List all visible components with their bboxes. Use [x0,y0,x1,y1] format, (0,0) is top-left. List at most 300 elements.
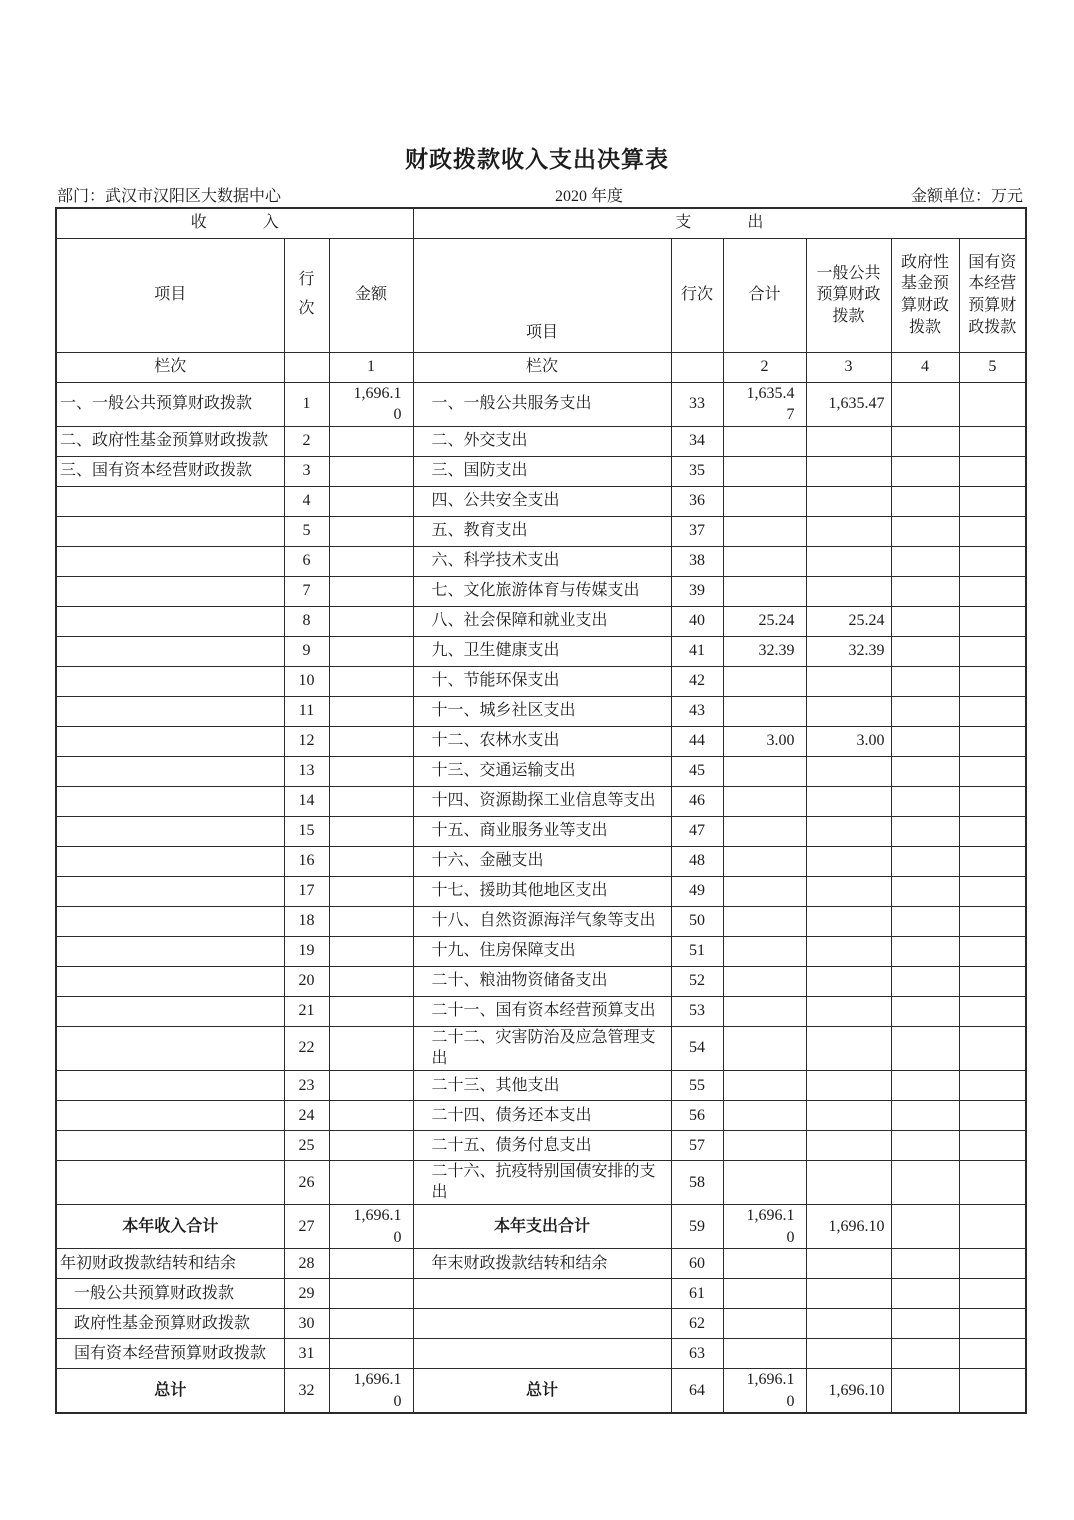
expense-state-capital-cell [959,576,1026,606]
income-amount-cell [329,636,413,666]
expense-row-number-cell: 58 [671,1160,723,1204]
table-row [56,1309,1026,1339]
expense-total-cell [723,846,806,876]
expense-gov-fund-cell [891,756,959,786]
income-amount-cell [329,786,413,816]
income-row-number-cell: 17 [284,876,329,906]
expense-state-capital-cell [959,876,1026,906]
expense-gov-fund-cell [891,1249,959,1279]
table-row [56,1100,1026,1130]
income-item-cell [56,666,284,696]
table-row [56,1130,1026,1160]
unit-label: 金额单位：万元 [910,188,1023,205]
expense-item-cell [413,1339,671,1369]
income-amount-cell [329,546,413,576]
expense-state-capital-cell [959,936,1026,966]
expense-row-number-cell: 44 [671,726,723,756]
expense-total-cell [723,1279,806,1309]
expense-general-budget-cell: 1,696.10 [806,1369,891,1414]
expense-general-budget-cell: 1,696.10 [806,1205,891,1249]
income-row-number-cell: 4 [284,486,329,516]
table-row [56,1339,1026,1369]
expense-state-capital-cell [959,606,1026,636]
expense-state-capital-cell [959,486,1026,516]
expense-item-cell: 十九、住房保障支出 [413,936,671,966]
income-item-cell [56,546,284,576]
income-amount-cell [329,936,413,966]
header-expense-item-label: 项目 [526,323,559,341]
expense-row-number-cell: 49 [671,876,723,906]
table-row [56,426,1026,456]
expense-state-capital-cell [959,816,1026,846]
income-row-number-cell: 2 [284,426,329,456]
expense-general-budget-cell [806,906,891,936]
income-row-number-cell: 8 [284,606,329,636]
income-item-cell [56,1100,284,1130]
colindex-income-row-no [284,352,329,382]
income-row-number-cell: 9 [284,636,329,666]
income-row-number-cell: 25 [284,1130,329,1160]
income-section-header [56,208,413,238]
income-row-number-cell: 23 [284,1070,329,1100]
table-row [56,906,1026,936]
table-row [56,1026,1026,1070]
expense-row-number-cell: 38 [671,546,723,576]
column-header-row [56,238,1026,352]
income-amount-cell [329,1249,413,1279]
expense-total-cell: 1,696.10 [723,1369,806,1414]
header-income-row-no-label: 行次 [298,271,315,317]
expense-gov-fund-cell [891,1026,959,1070]
expense-general-budget-cell: 32.39 [806,636,891,666]
income-item-cell [56,996,284,1026]
expense-item-cell: 二十一、国有资本经营预算支出 [413,996,671,1026]
table-row [56,486,1026,516]
income-row-number-cell: 13 [284,756,329,786]
expense-state-capital-cell [959,786,1026,816]
expense-row-number-cell: 57 [671,1130,723,1160]
income-row-number-cell: 24 [284,1100,329,1130]
income-row-number-cell: 6 [284,546,329,576]
table-row [56,966,1026,996]
expense-row-number-cell: 42 [671,666,723,696]
expense-general-budget-cell [806,1309,891,1339]
expense-state-capital-cell [959,1130,1026,1160]
expense-gov-fund-cell [891,516,959,546]
expense-gov-fund-cell [891,996,959,1026]
expense-row-number-cell: 45 [671,756,723,786]
expense-general-budget-cell [806,786,891,816]
expense-item-cell: 二十三、其他支出 [413,1070,671,1100]
table-row [56,726,1026,756]
expense-state-capital-cell [959,906,1026,936]
expense-total-cell [723,666,806,696]
income-row-number-cell: 22 [284,1026,329,1070]
expense-general-budget-cell [806,876,891,906]
expense-gov-fund-cell [891,636,959,666]
expense-total-cell [723,786,806,816]
expense-item-cell: 十五、商业服务业等支出 [413,816,671,846]
expense-section-label: 支出 [675,214,820,232]
income-amount-cell: 1,696.10 [329,1369,413,1414]
expense-state-capital-cell [959,546,1026,576]
income-item-cell: 总计 [56,1369,284,1414]
expense-state-capital-cell [959,636,1026,666]
expense-item-cell: 十三、交通运输支出 [413,756,671,786]
expense-general-budget-cell: 25.24 [806,606,891,636]
expense-state-capital-cell [959,1309,1026,1339]
expense-general-budget-cell [806,486,891,516]
income-amount-cell [329,516,413,546]
colindex-expense-row-no [671,352,723,382]
income-amount-cell [329,1130,413,1160]
income-amount-cell [329,756,413,786]
table-row [56,516,1026,546]
expense-row-number-cell: 61 [671,1279,723,1309]
expense-state-capital-cell [959,382,1026,426]
expense-state-capital-cell [959,1070,1026,1100]
expense-item-cell: 五、教育支出 [413,516,671,546]
income-row-number-cell: 11 [284,696,329,726]
income-row-number-cell: 16 [284,846,329,876]
income-amount-cell [329,696,413,726]
income-amount-cell [329,1279,413,1309]
table-row [56,1249,1026,1279]
expense-gov-fund-cell [891,726,959,756]
expense-gov-fund-cell [891,1339,959,1369]
expense-item-cell: 十六、金融支出 [413,846,671,876]
income-item-cell: 政府性基金预算财政拨款 [56,1309,284,1339]
income-item-cell [56,726,284,756]
income-item-cell [56,876,284,906]
colindex-general: 3 [806,352,891,382]
expense-state-capital-cell [959,1026,1026,1070]
expense-total-cell [723,1249,806,1279]
expense-general-budget-cell [806,846,891,876]
expense-item-cell: 十二、农林水支出 [413,726,671,756]
expense-gov-fund-cell [891,876,959,906]
expense-total-cell [723,906,806,936]
expense-general-budget-cell [806,516,891,546]
income-amount-cell [329,846,413,876]
expense-item-cell: 十八、自然资源海洋气象等支出 [413,906,671,936]
expense-row-number-cell: 47 [671,816,723,846]
expense-row-number-cell: 53 [671,996,723,1026]
income-item-cell [56,786,284,816]
expense-item-cell: 十一、城乡社区支出 [413,696,671,726]
expense-gov-fund-cell [891,1070,959,1100]
column-index-row [56,352,1026,382]
table-row [56,936,1026,966]
expense-general-budget-cell [806,666,891,696]
table-row [56,382,1026,426]
expense-general-budget-cell [806,966,891,996]
expense-gov-fund-cell [891,1279,959,1309]
income-row-number-cell: 21 [284,996,329,1026]
expense-general-budget-cell [806,1249,891,1279]
expense-row-number-cell: 48 [671,846,723,876]
expense-state-capital-cell [959,846,1026,876]
table-header [56,208,1026,382]
income-row-number-cell: 10 [284,666,329,696]
meta-row [55,183,1025,205]
income-amount-cell [329,906,413,936]
income-row-number-cell: 14 [284,786,329,816]
expense-row-number-cell: 46 [671,786,723,816]
expense-total-cell: 3.00 [723,726,806,756]
expense-section-header [413,208,1026,238]
income-row-number-cell: 15 [284,816,329,846]
income-row-number-cell: 19 [284,936,329,966]
expense-item-cell: 总计 [413,1369,671,1414]
colindex-gov-fund: 4 [891,352,959,382]
income-item-cell [56,906,284,936]
expense-general-budget-cell [806,1279,891,1309]
expense-total-cell [723,546,806,576]
income-item-cell [56,516,284,546]
income-item-cell [56,636,284,666]
expense-row-number-cell: 36 [671,486,723,516]
expense-item-cell: 二、外交支出 [413,426,671,456]
header-gov-fund-budget [891,238,959,352]
expense-state-capital-cell [959,1369,1026,1414]
expense-gov-fund-cell [891,846,959,876]
expense-item-cell: 一、一般公共服务支出 [413,382,671,426]
income-amount-cell [329,456,413,486]
income-item-cell: 国有资本经营预算财政拨款 [56,1339,284,1369]
expense-state-capital-cell [959,666,1026,696]
income-amount-cell [329,876,413,906]
expense-item-cell: 本年支出合计 [413,1205,671,1249]
table-row [56,456,1026,486]
expense-total-cell [723,1130,806,1160]
expense-general-budget-cell [806,1339,891,1369]
income-row-number-cell: 30 [284,1309,329,1339]
budget-table [55,207,1027,1414]
expense-state-capital-cell [959,726,1026,756]
expense-item-cell: 二十四、债务还本支出 [413,1100,671,1130]
income-item-cell: 一般公共预算财政拨款 [56,1279,284,1309]
expense-state-capital-cell [959,1279,1026,1309]
expense-item-cell: 年末财政拨款结转和结余 [413,1249,671,1279]
expense-row-number-cell: 34 [671,426,723,456]
expense-state-capital-cell [959,456,1026,486]
table-row [56,756,1026,786]
header-general-budget-label: 一般公共预算财政拨款 [816,264,881,325]
expense-row-number-cell: 51 [671,936,723,966]
income-item-cell [56,1160,284,1204]
colindex-state-capital: 5 [959,352,1026,382]
department-label: 部门：武汉市汉阳区大数据中心 [57,188,282,205]
expense-item-cell: 二十六、抗疫特别国债安排的支出 [413,1160,671,1204]
income-row-number-cell: 27 [284,1205,329,1249]
table-row [56,636,1026,666]
header-state-capital-budget [959,238,1026,352]
header-expense-item [413,238,671,352]
expense-row-number-cell: 60 [671,1249,723,1279]
header-income-amount: 金额 [329,238,413,352]
expense-gov-fund-cell [891,696,959,726]
income-amount-cell [329,426,413,456]
expense-gov-fund-cell [891,936,959,966]
expense-row-number-cell: 50 [671,906,723,936]
expense-item-cell [413,1279,671,1309]
expense-gov-fund-cell [891,456,959,486]
income-row-number-cell: 1 [284,382,329,426]
expense-gov-fund-cell [891,1369,959,1414]
expense-general-budget-cell [806,546,891,576]
expense-gov-fund-cell [891,1205,959,1249]
expense-gov-fund-cell [891,816,959,846]
table-row [56,876,1026,906]
income-amount-cell [329,1339,413,1369]
table-row [56,576,1026,606]
income-item-cell [56,756,284,786]
expense-total-cell: 1,635.47 [723,382,806,426]
table-row [56,1205,1026,1249]
expense-row-number-cell: 52 [671,966,723,996]
expense-gov-fund-cell [891,786,959,816]
income-amount-cell [329,996,413,1026]
income-item-cell [56,1070,284,1100]
income-amount-cell: 1,696.10 [329,382,413,426]
expense-general-budget-cell [806,426,891,456]
expense-total-cell [723,876,806,906]
income-row-number-cell: 29 [284,1279,329,1309]
income-amount-cell [329,606,413,636]
expense-state-capital-cell [959,516,1026,546]
expense-total-cell [723,456,806,486]
expense-gov-fund-cell [891,666,959,696]
expense-item-cell: 四、公共安全支出 [413,486,671,516]
income-item-cell [56,816,284,846]
header-income-row-no [284,238,329,352]
expense-gov-fund-cell [891,426,959,456]
income-row-number-cell: 5 [284,516,329,546]
income-amount-cell [329,1100,413,1130]
expense-general-budget-cell [806,576,891,606]
income-amount-cell [329,486,413,516]
expense-general-budget-cell [806,816,891,846]
income-item-cell: 三、国有资本经营财政拨款 [56,456,284,486]
expense-gov-fund-cell [891,1100,959,1130]
income-amount-cell [329,726,413,756]
income-amount-cell [329,1070,413,1100]
expense-state-capital-cell [959,756,1026,786]
colindex-income-item: 栏次 [56,352,284,382]
expense-total-cell [723,486,806,516]
income-amount-cell [329,1309,413,1339]
income-amount-cell [329,966,413,996]
expense-total-cell [723,966,806,996]
expense-item-cell: 十七、援助其他地区支出 [413,876,671,906]
expense-gov-fund-cell [891,576,959,606]
expense-general-budget-cell [806,456,891,486]
expense-item-cell: 九、卫生健康支出 [413,636,671,666]
expense-general-budget-cell [806,696,891,726]
income-row-number-cell: 31 [284,1339,329,1369]
income-item-cell: 一、一般公共预算财政拨款 [56,382,284,426]
income-item-cell: 年初财政拨款结转和结余 [56,1249,284,1279]
table-row [56,546,1026,576]
expense-state-capital-cell [959,1160,1026,1204]
expense-item-cell: 二十、粮油物资储备支出 [413,966,671,996]
table-row [56,1279,1026,1309]
expense-state-capital-cell [959,1100,1026,1130]
expense-general-budget-cell [806,1026,891,1070]
table-row [56,786,1026,816]
expense-general-budget-cell [806,996,891,1026]
expense-total-cell: 1,696.10 [723,1205,806,1249]
expense-state-capital-cell [959,966,1026,996]
header-income-item: 项目 [56,238,284,352]
expense-total-cell [723,1339,806,1369]
table-row [56,1070,1026,1100]
expense-general-budget-cell: 3.00 [806,726,891,756]
expense-state-capital-cell [959,996,1026,1026]
expense-gov-fund-cell [891,486,959,516]
expense-gov-fund-cell [891,382,959,426]
income-item-cell [56,846,284,876]
colindex-expense-total: 2 [723,352,806,382]
header-expense-row-no: 行次 [671,238,723,352]
table-row [56,816,1026,846]
expense-general-budget-cell [806,1070,891,1100]
expense-total-cell [723,1160,806,1204]
table-row [56,606,1026,636]
expense-general-budget-cell [806,1130,891,1160]
income-item-cell [56,696,284,726]
income-amount-cell [329,1026,413,1070]
expense-total-cell: 25.24 [723,606,806,636]
expense-total-cell [723,576,806,606]
income-item-cell [56,936,284,966]
expense-state-capital-cell [959,1205,1026,1249]
table-row [56,666,1026,696]
income-row-number-cell: 32 [284,1369,329,1414]
expense-total-cell [723,936,806,966]
expense-general-budget-cell [806,756,891,786]
expense-general-budget-cell [806,1160,891,1204]
expense-row-number-cell: 62 [671,1309,723,1339]
expense-state-capital-cell [959,1249,1026,1279]
income-row-number-cell: 7 [284,576,329,606]
income-item-cell [56,486,284,516]
income-item-cell [56,1130,284,1160]
expense-total-cell: 32.39 [723,636,806,666]
expense-gov-fund-cell [891,906,959,936]
income-item-cell [56,606,284,636]
expense-total-cell [723,1309,806,1339]
income-amount-cell: 1,696.10 [329,1205,413,1249]
expense-row-number-cell: 40 [671,606,723,636]
expense-total-cell [723,756,806,786]
expense-row-number-cell: 54 [671,1026,723,1070]
expense-gov-fund-cell [891,606,959,636]
income-row-number-cell: 20 [284,966,329,996]
expense-item-cell: 六、科学技术支出 [413,546,671,576]
income-amount-cell [329,816,413,846]
expense-gov-fund-cell [891,1160,959,1204]
expense-row-number-cell: 41 [671,636,723,666]
income-row-number-cell: 26 [284,1160,329,1204]
expense-row-number-cell: 59 [671,1205,723,1249]
expense-row-number-cell: 35 [671,456,723,486]
expense-row-number-cell: 39 [671,576,723,606]
expense-general-budget-cell [806,1100,891,1130]
colindex-expense-item: 栏次 [413,352,671,382]
income-item-cell [56,966,284,996]
